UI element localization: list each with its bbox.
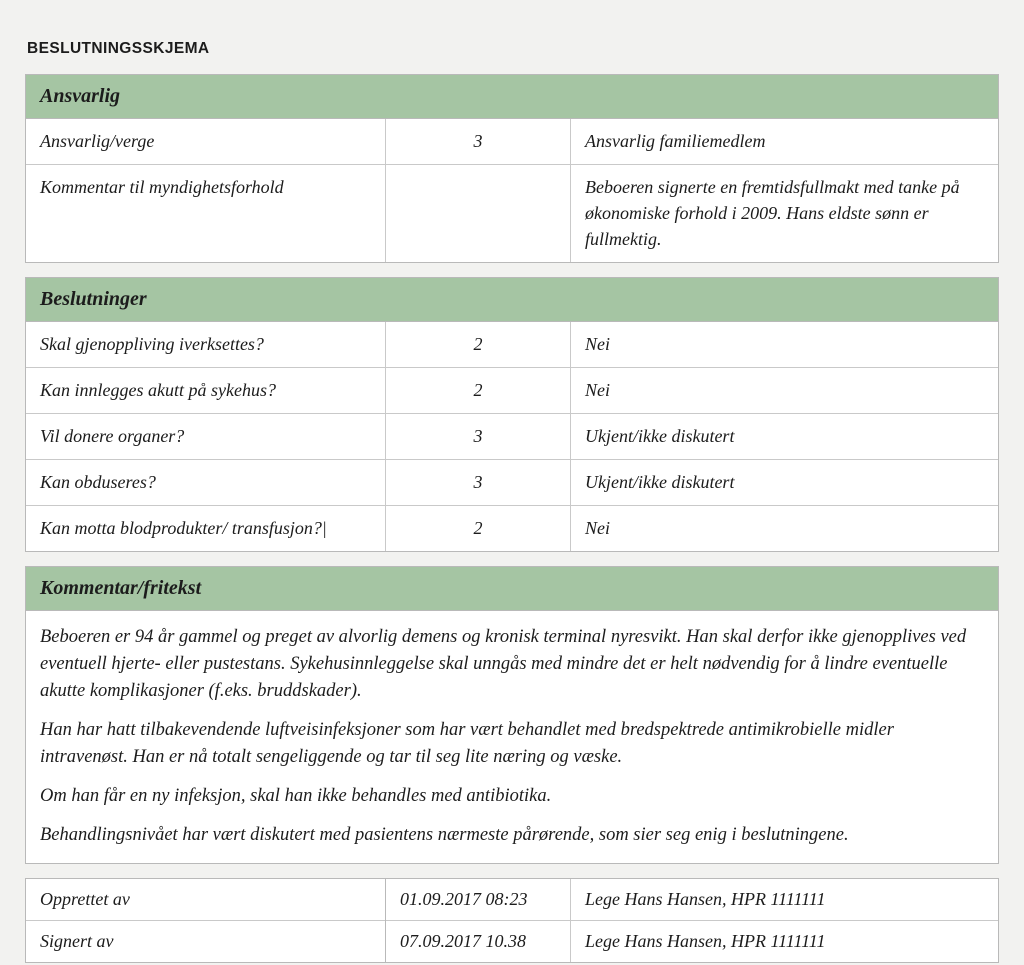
row-timestamp: 07.09.2017 10.38 xyxy=(386,921,571,963)
row-code: 3 xyxy=(386,414,571,460)
freetext-paragraph: Om han får en ny infeksjon, skal han ikke behandles med antibiotika. xyxy=(40,786,552,806)
table-row xyxy=(26,879,998,921)
page-title: BESLUTNINGSSKJEMA xyxy=(27,40,210,57)
row-label: Signert av xyxy=(26,921,386,963)
row-value: Ansvarlig familiemedlem xyxy=(571,119,999,165)
freetext-paragraph: Han har hatt tilbakevendende luftveisinfeksjoner som har vært behandlet med bredspektrede antimikrobielle midler intravenøst. Han er nå totalt sengeliggende og tar til seg lite næring og væske. xyxy=(40,720,894,767)
section-heading-ansvarlig: Ansvarlig xyxy=(26,75,998,119)
row-label: Ansvarlig/verge xyxy=(26,119,386,165)
table-row xyxy=(26,921,998,963)
ansvarlig-table xyxy=(26,119,998,262)
row-value: Nei xyxy=(571,322,999,368)
row-code: 2 xyxy=(386,506,571,552)
row-code: 3 xyxy=(386,460,571,506)
table-row xyxy=(26,322,998,368)
table-row xyxy=(26,506,998,552)
row-code xyxy=(386,165,571,263)
table-row xyxy=(26,414,998,460)
row-value: Beboeren signerte en fremtidsfullmakt med tanke på økonomiske forhold i 2009. Hans eldste sønn er fullmektig. xyxy=(571,165,999,263)
freetext-body xyxy=(26,611,998,863)
row-code: 3 xyxy=(386,119,571,165)
row-author: Lege Hans Hansen, HPR 1111111 xyxy=(571,879,999,921)
section-heading-beslutninger: Beslutninger xyxy=(26,278,998,322)
section-heading-kommentar: Kommentar/fritekst xyxy=(26,567,998,611)
row-value: Ukjent/ikke diskutert xyxy=(571,460,999,506)
table-row xyxy=(26,460,998,506)
row-label: Kan motta blodprodukter/ transfusjon?| xyxy=(26,506,386,552)
table-row xyxy=(26,368,998,414)
row-label: Opprettet av xyxy=(26,879,386,921)
row-code: 2 xyxy=(386,368,571,414)
section-ansvarlig xyxy=(25,74,999,263)
section-beslutninger xyxy=(25,277,999,552)
row-label: Kan obduseres? xyxy=(26,460,386,506)
section-signatur xyxy=(25,878,999,963)
row-code: 2 xyxy=(386,322,571,368)
freetext-paragraph: Behandlingsnivået har vært diskutert med pasientens nærmeste pårørende, som sier seg enig i beslutningene. xyxy=(40,825,849,845)
row-author: Lege Hans Hansen, HPR 1111111 xyxy=(571,921,999,963)
row-value: Nei xyxy=(571,506,999,552)
freetext-paragraph: Beboeren er 94 år gammel og preget av alvorlig demens og kronisk terminal nyresvikt. Han skal derfor ikke gjenopplives ved eventuell hjerte- eller pustestans. Sykehusinnleggelse skal unngås med mindre det er helt nødvendig for å lindre eventuelle akutte komplikasjoner (f.eks. bruddskader). xyxy=(40,627,967,701)
beslutninger-table xyxy=(26,322,998,551)
row-label: Skal gjenoppliving iverksettes? xyxy=(26,322,386,368)
row-label: Kommentar til myndighetsforhold xyxy=(26,165,386,263)
table-row xyxy=(26,119,998,165)
section-kommentar-fritekst xyxy=(25,566,999,864)
table-row xyxy=(26,165,998,263)
row-timestamp: 01.09.2017 08:23 xyxy=(386,879,571,921)
row-label: Vil donere organer? xyxy=(26,414,386,460)
row-value: Nei xyxy=(571,368,999,414)
row-label: Kan innlegges akutt på sykehus? xyxy=(26,368,386,414)
row-value: Ukjent/ikke diskutert xyxy=(571,414,999,460)
signatur-table xyxy=(26,879,998,962)
